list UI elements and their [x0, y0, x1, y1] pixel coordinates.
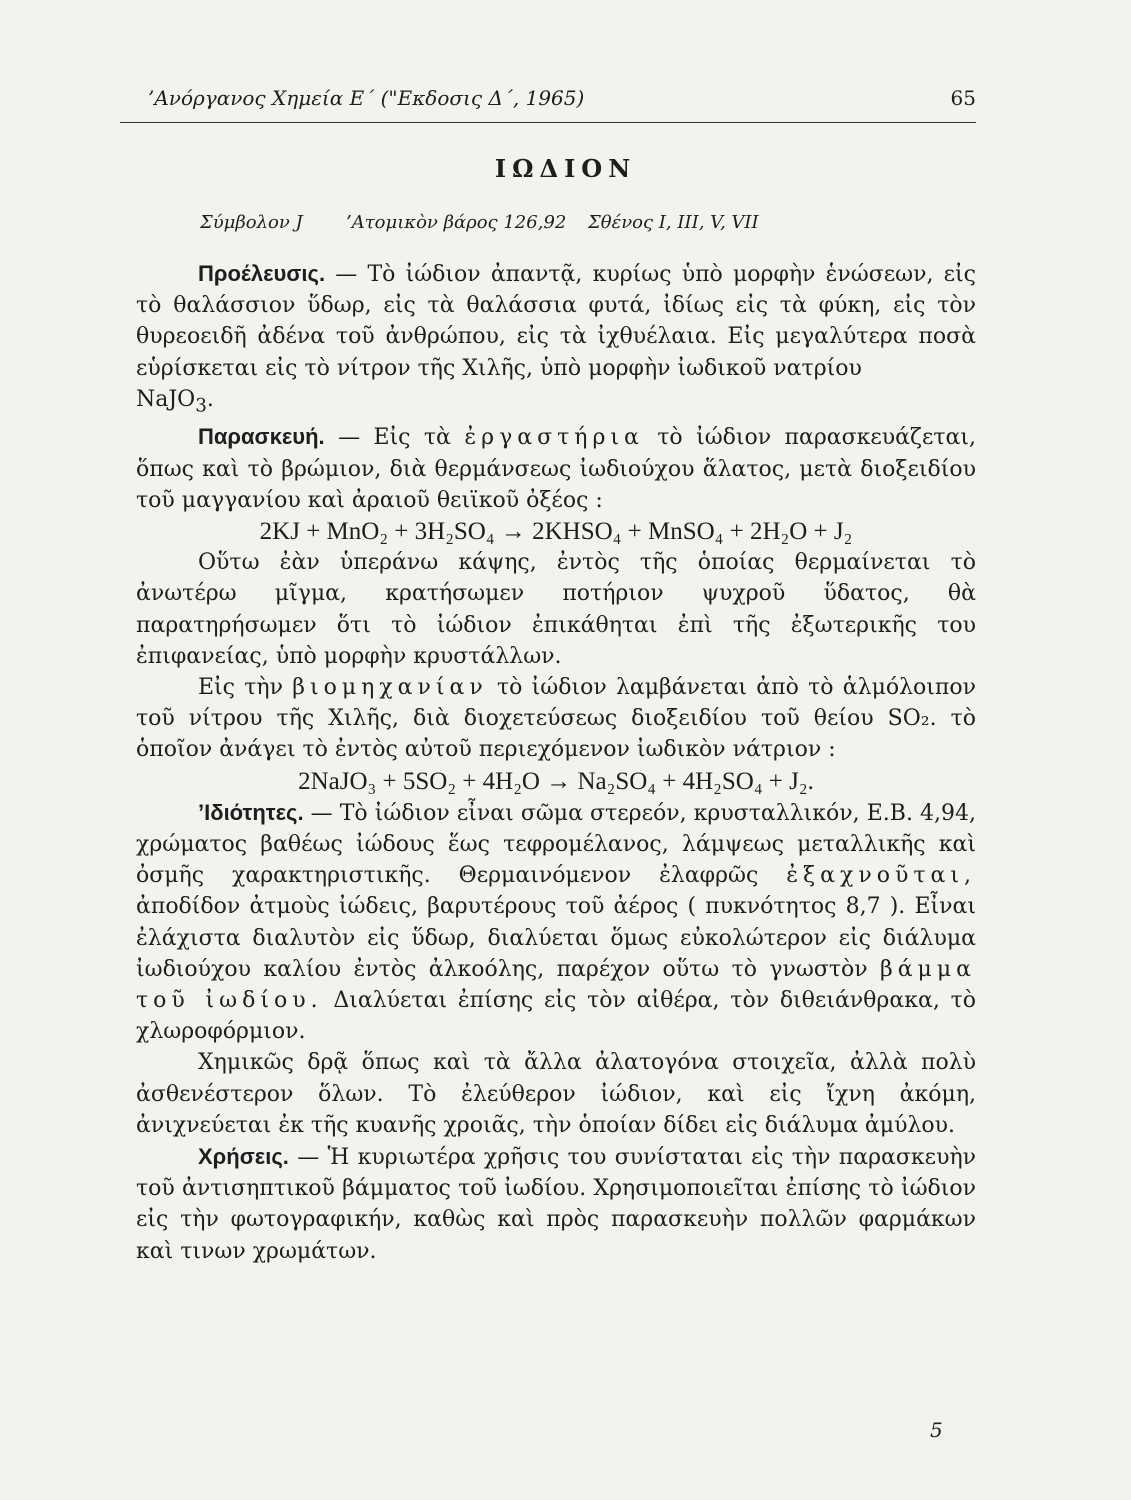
formula-subscript: 3: [195, 395, 207, 417]
chapter-title: ΙΩΔΙΟΝ: [494, 154, 637, 183]
chemical-equation-2: 2NaJO₃ + 5SO₂ + 4H₂O → Na₂SO₄ + 4H₂SO₄ + J₂.: [298, 767, 814, 795]
section-heading-origin: Προέλευσις.: [198, 261, 326, 286]
section-heading-preparation: Παρασκευή.: [198, 424, 325, 450]
running-head-title: ’Ανόργανος Χημεία Ε΄ ("Εκδοσις Δ΄, 1965): [148, 86, 585, 110]
properties-text-a: — Τὸ ἰώδιον εἶναι σῶμα στερεόν, κρυσταλλικόν, Ε.Β. 4,94, χρώματος βαθέως ἰώδους ἕως τεφρομέλανος, λάμψεως μεταλλικῆς καὶ ὀσμῆς χαρακτηριστικῆς. Θερμαινόμενον ἐλαφρῶς: [136, 800, 976, 889]
running-header: [148, 86, 976, 110]
paragraph-properties: [136, 797, 976, 1048]
prep3-text-a: Εἰς τὴν: [198, 675, 293, 701]
formula-main: NaJO: [136, 386, 196, 412]
paragraph-preparation-2: Οὕτω ἐὰν ὑπεράνω κάψης, ἐντὸς τῆς ὁποίας θερμαίνεται τὸ ἀνωτέρω μῖγμα, κρατήσωμεν ποτήριον ψυχροῦ ὕδατος, θὰ παρατηρήσωμεν ὅτι τὸ ἰώδιον ἐπικάθηται ἐπὶ τῆς ἐξωτερικῆς του ἐπιφανείας, ὑπὸ μορφὴν κρυστάλλων.: [136, 550, 976, 669]
page-number: 65: [950, 86, 976, 110]
origin-text: — Τὸ ἰώδιον ἀπαντᾷ, κυρίως ὑπὸ μορφὴν ἑνώσεων, εἰς τὸ θαλάσσιον ὕδωρ, εἰς τὰ θαλάσσια φυτά, ἰδίως εἰς τὰ φύκη, εἰς τὸν θυρεοειδῆ ἀδένα τοῦ ἀνθρώπου, εἰς τὰ ἰχθυέλαια. Εἰς μεγαλύτερα ποσὰ εὑρίσκεται εἰς τὸ νίτρον τῆς Χιλῆς, ὑπὸ μορφὴν ἰωδικοῦ νατρίου: [136, 262, 976, 381]
header-rule: [120, 122, 976, 123]
element-symbol: Σύμβολον J: [200, 212, 303, 233]
properties-spaced-2: βάμμα τοῦ ἰωδίου.: [136, 956, 976, 1014]
prep3-spaced-word: βιομηχανίαν: [292, 675, 488, 701]
paragraph-preparation: [136, 421, 976, 516]
properties-text-c: Διαλύεται ἐπίσης εἰς τὸν αἰθέρα, τὸν διθειάνθρακα, τὸ χλωροφόρμιον.: [136, 988, 976, 1045]
signature-mark: 5: [930, 1418, 943, 1442]
paragraph-uses: [136, 1141, 976, 1267]
section-heading-uses: Χρήσεις.: [198, 1144, 289, 1170]
section-heading-properties: ’Ιδιότητες.: [198, 799, 304, 825]
chemical-equation-1: 2KJ + MnO₂ + 3H₂SO₄ → 2KHSO₄ + MnSO₄ + 2H₂O + J₂: [259, 518, 853, 546]
preparation-spaced-word: ἐργαστήρια: [464, 425, 644, 451]
prep3-text-b: τὸ ἰώδιον λαμβάνεται ἀπὸ τὸ ἁλμόλοιπον τοῦ νίτρου τῆς Χιλῆς, διὰ διοχετεύσεως διοξειδίου τοῦ θείου SO₂. τὸ ὁποῖον ἀνάγει τὸ ἐντὸς αὐτοῦ περιεχόμενον ἰωδικὸν νάτριον :: [136, 675, 976, 763]
properties-spaced-1: ἐξαχνοῦται,: [786, 863, 976, 889]
valence: Σθένος I, III, V, VII: [588, 212, 759, 233]
paragraph-properties-2: Χημικῶς δρᾷ ὅπως καὶ τὰ ἄλλα ἀλατογόνα στοιχεῖα, ἀλλὰ πολὺ ἀσθενέστερον ὅλων. Τὸ ἐλεύθερον ἰώδιον, καὶ εἰς ἴχνη ἀκόμη, ἀνιχνεύεται ἐκ τῆς κυανῆς χροιᾶς, τὴν ὁποίαν δίδει εἰς διάλυμα ἀμύλου.: [136, 1050, 976, 1138]
preparation-text-a: — Εἰς τὰ: [324, 425, 465, 451]
origin-formula-line: [136, 384, 976, 422]
atomic-weight: ’Ατομικὸν βάρος 126,92: [346, 212, 567, 233]
uses-text: — Ἡ κυριωτέρα χρῆσις του συνίσταται εἰς τὴν παρασκευὴν τοῦ ἀντισηπτικοῦ βάμματος τοῦ ἰωδίου. Χρησιμοποιεῖται ἐπίσης τὸ ἰώδιον εἰς τὴν φωτογραφικήν, καθὼς καὶ πρὸς παρασκευὴν πολλῶν φαρμάκων καὶ τινων χρωμάτων.: [136, 1145, 976, 1264]
paragraph-preparation-3: [136, 672, 976, 766]
formula-end: .: [206, 386, 214, 412]
paragraph-origin: [136, 258, 976, 384]
properties-text-b: ἀποδίδον ἀτμοὺς ἰώδεις, βαρυτέρους τοῦ ἀέρος ( πυκνότητος 8,7 ). Εἶναι ἐλάχιστα διαλυτὸν εἰς ὕδωρ, διαλύεται ὅμως εὐκολώτερον εἰς διάλυμα ἰωδιούχου καλίου ἐντὸς ἀλκοόλης, παρέχον οὕτω τὸ γνωστὸν: [136, 894, 976, 982]
preparation-text-b: τὸ ἰώδιον παρασκευάζεται, ὅπως καὶ τὸ βρώμιον, διὰ θερμάνσεως ἰωδιούχου ἅλατος, μετὰ διοξειδίου τοῦ μαγγανίου καὶ ἀραιοῦ θειϊκοῦ ὀξέος :: [136, 425, 977, 513]
body-text: [136, 258, 976, 1267]
